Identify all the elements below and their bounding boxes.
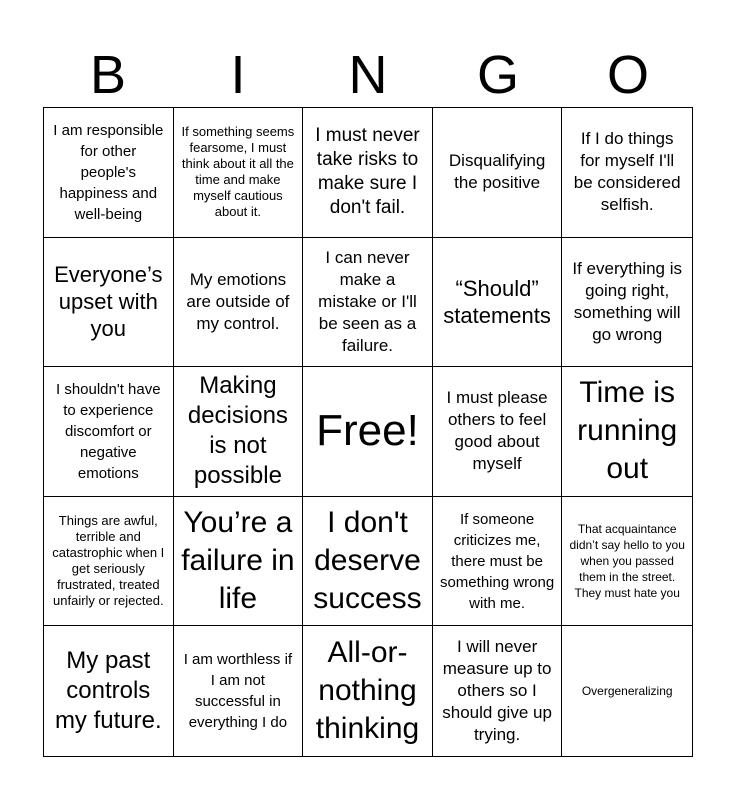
bingo-cell-r1c5[interactable]: [562, 108, 692, 238]
cell-text: Everyone’s upset with you: [54, 262, 163, 342]
bingo-cell-r4c3[interactable]: [303, 497, 433, 627]
bingo-header: [43, 44, 693, 106]
bingo-cell-r5c3[interactable]: [303, 626, 433, 756]
cell-text: Disqualifying the positive: [448, 151, 546, 193]
cell-text: Time is running out: [577, 376, 678, 486]
bingo-cell-r1c3[interactable]: [303, 108, 433, 238]
cell-text: I can never make a mistake or I'll be seen as a failure.: [318, 247, 417, 355]
cell-text: I am responsible for other people's happiness and well-being: [53, 121, 164, 223]
cell-text: I will never measure up to others so I should give up trying.: [442, 637, 552, 745]
cell-text: Overgeneralizing: [581, 684, 673, 699]
bingo-cell-r1c2[interactable]: [174, 108, 304, 238]
bingo-cell-r4c2[interactable]: [174, 497, 304, 627]
cell-text: I must never take risks to make sure I don't fail.: [315, 125, 420, 219]
cell-text: Making decisions is not possible: [187, 372, 288, 490]
cell-text: If something seems fearsome, I must think about it all the time and make myself cautious about it.: [181, 124, 295, 220]
cell-text: Things are awful, terrible and catastrophic when I get seriously frustrated, treated unfairly or rejected.: [52, 513, 165, 609]
cell-text: I must please others to feel good about myself: [446, 388, 548, 474]
header-letter-b: B: [89, 45, 127, 105]
bingo-cell-r2c2[interactable]: [174, 238, 304, 368]
cell-text: If I do things for myself I'll be considered selfish.: [573, 129, 681, 215]
header-letter-o: O: [606, 45, 649, 105]
cell-text: If someone criticizes me, there must be something wrong with me.: [439, 510, 555, 612]
bingo-cell-r1c4[interactable]: [433, 108, 563, 238]
bingo-cell-r3c1[interactable]: [44, 367, 174, 497]
cell-text: I shouldn't have to experience discomfort or negative emotions: [55, 380, 161, 482]
bingo-cell-r5c4[interactable]: [433, 626, 563, 756]
bingo-cell-r4c1[interactable]: [44, 497, 174, 627]
cell-text: All-or-nothing thinking: [315, 636, 420, 746]
cell-text: I don't deserve success: [313, 506, 422, 616]
bingo-cell-r1c1[interactable]: [44, 108, 174, 238]
bingo-cell-r2c4[interactable]: [433, 238, 563, 368]
bingo-cell-r5c1[interactable]: [44, 626, 174, 756]
header-letter-n: N: [348, 45, 388, 105]
bingo-cell-r3c2[interactable]: [174, 367, 304, 497]
bingo-cell-r5c2[interactable]: [174, 626, 304, 756]
cell-text: I am worthless if I am not successful in everything I do: [183, 651, 293, 732]
bingo-cell-r4c5[interactable]: [562, 497, 692, 627]
cell-text: My past controls my future.: [54, 647, 162, 735]
bingo-cell-r2c1[interactable]: [44, 238, 174, 368]
bingo-cell-r3c5[interactable]: [562, 367, 692, 497]
header-letter-i: I: [230, 45, 246, 105]
bingo-cell-r3c4[interactable]: [433, 367, 563, 497]
cell-text: My emotions are outside of my control.: [186, 269, 290, 333]
bingo-board: [43, 107, 693, 757]
cell-text: You’re a failure in life: [181, 506, 295, 616]
cell-text: “Should” statements: [443, 275, 551, 328]
bingo-cell-r4c4[interactable]: [433, 497, 563, 627]
cell-text: Free!: [316, 406, 419, 456]
cell-text: That acquaintance didn’t say hello to you when you passed them in the street. They must hate you: [569, 522, 685, 601]
bingo-cell-r2c3[interactable]: [303, 238, 433, 368]
cell-text: If everything is going right, something will go wrong: [572, 258, 682, 344]
bingo-cell-r2c5[interactable]: [562, 238, 692, 368]
bingo-cell-free[interactable]: [303, 367, 433, 497]
header-letter-g: G: [476, 45, 519, 105]
bingo-cell-r5c5[interactable]: [562, 626, 692, 756]
